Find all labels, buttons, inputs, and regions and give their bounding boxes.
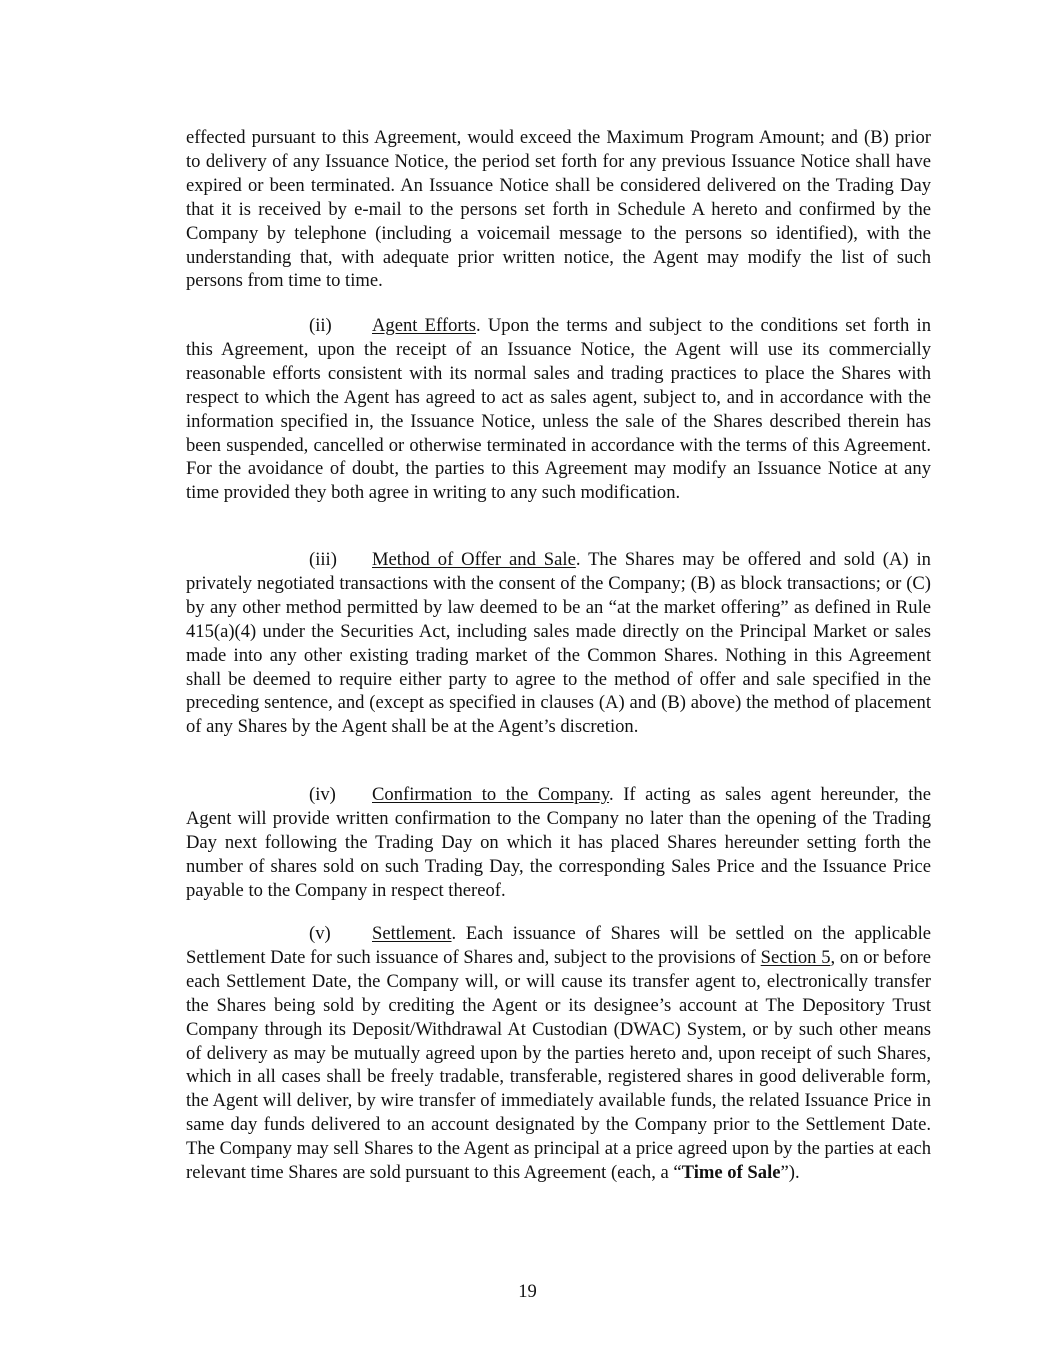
section-agent-efforts — [186, 314, 931, 505]
section-settlement — [186, 922, 931, 1185]
section-closing: ”). — [780, 1162, 800, 1184]
page-number: 19 — [518, 1281, 537, 1302]
section-heading: Agent Efforts — [372, 315, 476, 336]
section-confirmation — [186, 783, 931, 903]
section-body-continued: , on or before each Settlement Date, the Company will, or will cause its transfer agent to, electronically transfer the Shares being sold by crediting the Agent or its designee’s account at The Depository Trust Company through its Deposit/Withdrawal At Custodian (DWAC) System, or by such other means of delivery as may be mutually agreed upon by the parties hereto and, upon receipt of such Shares, which in all cases shall be freely tradable, transferable, registered shares in good deliverable form, the Agent will deliver, by wire transfer of immediately available funds, the related Issuance Price in same day funds delivered to an account designated by the Company prior to the Settlement Date. The Company may sell Shares to the Agent as principal at a price agreed upon by the parties at each relevant time Shares are sold pursuant to this Agreement (each, a “ — [186, 946, 931, 1184]
section-heading: Settlement — [372, 923, 452, 944]
section-number: (ii) — [309, 315, 332, 336]
section-body: . Upon the terms and subject to the conditions set forth in this Agreement, upon the receipt of an Issuance Notice, the Agent will use its commercially reasonable efforts consistent with its normal sales and trading practices to place the Shares with respect to which the Agent has agreed to act as sales agent, subject to, and in accordance with the information specified in, the Issuance Notice, unless the sale of the Shares described therein has been suspended, cancelled or otherwise terminated in accordance with the terms of this Agreement. For the avoidance of doubt, the parties to this Agreement may modify an Issuance Notice at any time provided they both agree in writing to any such modification. — [186, 315, 931, 504]
section-heading: Confirmation to the Company — [372, 784, 610, 805]
continuation-paragraph: effected pursuant to this Agreement, would exceed the Maximum Program Amount; and (B) prior to delivery of any Issuance Notice, the period set forth for any previous Issuance Notice shall have expired or been terminated. An Issuance Notice shall be considered delivered on the Trading Day that it is received by e-mail to the persons set forth in Schedule A hereto and confirmed by the Company by telephone (including a voicemail message to the persons so identified), with the understanding that, with adequate prior written notice, the Agent may modify the list of such persons from time to time. — [186, 127, 931, 292]
section-body: . The Shares may be offered and sold (A) in privately negotiated transactions with the consent of the Company; (B) as block transactions; or (C) by any other method permitted by law deemed to be an “at the market offering” as defined in Rule 415(a)(4) under the Securities Act, including sales made directly on the Principal Market or sales made into any other existing trading market of the Common Shares. Nothing in this Agreement shall be deemed to require either party to agree to the method of offer and sale specified in the preceding sentence, and (except as specified in clauses (A) and (B) above) the method of placement of any Shares by the Agent shall be at the Agent’s discretion. — [186, 549, 931, 738]
section-number: (iii) — [309, 549, 337, 570]
section-number: (v) — [309, 923, 331, 944]
section-heading: Method of Offer and Sale — [372, 549, 576, 570]
section-reference: Section 5 — [760, 946, 831, 968]
section-number: (iv) — [309, 784, 336, 805]
section-method-of-offer — [186, 548, 931, 739]
defined-term: Time of Sale — [681, 1162, 781, 1184]
section-body: . Each issuance of Shares will be settled on the applicable Settlement Date for such issuance of Shares and, subject to the provisions of — [186, 923, 931, 968]
section-body: . If acting as sales agent hereunder, the Agent will provide written confirmation to the Company no later than the opening of the Trading Day next following the Trading Day on which it has placed Shares hereunder setting forth the number of shares sold on such Trading Day, the corresponding Sales Price and the Issuance Price payable to the Company in respect thereof. — [186, 784, 931, 901]
